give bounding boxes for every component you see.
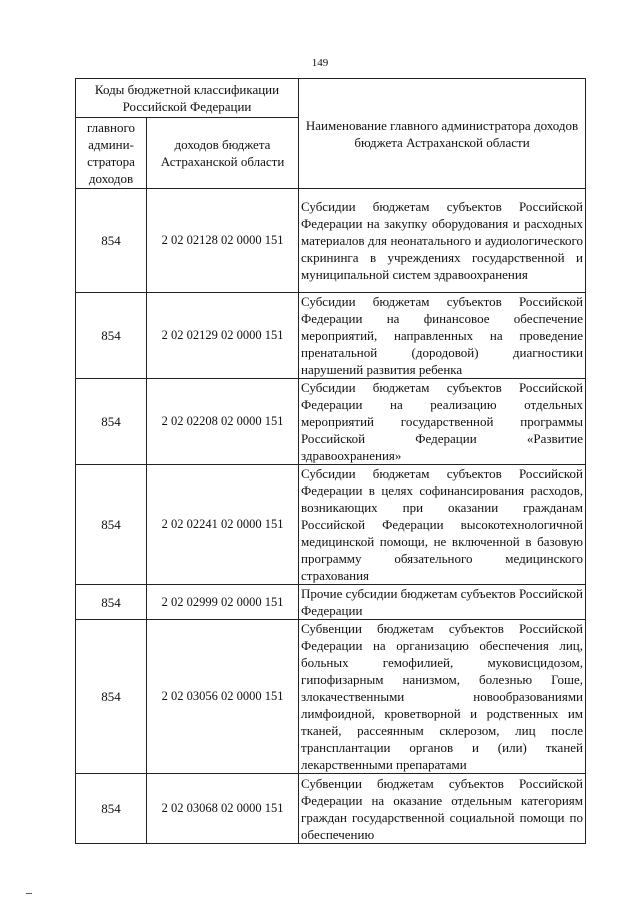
table-row [76,189,586,293]
admin-code-cell: 854 [76,585,147,620]
income-code-cell: 2 02 03068 02 0000 151 [147,774,299,844]
admin-code-cell: 854 [76,379,147,465]
income-code-cell: 2 02 02129 02 0000 151 [147,293,299,379]
admin-code-cell: 854 [76,189,147,293]
table-body [76,189,586,844]
admin-code-cell: 854 [76,293,147,379]
income-code-cell: 2 02 02128 02 0000 151 [147,189,299,293]
administrator-name-cell: Субсидии бюджетам субъектов Российской Федерации на закупку оборудования и расходных материалов для неонатального и аудиологического скрининга в учреждениях государственной и муниципальной систем здравоохранения [299,189,586,293]
table-row [76,620,586,774]
header-main-administrator: главного админи-стратора доходов [76,118,147,189]
header-income-code: доходов бюджета Астраханской области [147,118,299,189]
income-code-cell: 2 02 02208 02 0000 151 [147,379,299,465]
header-administrator-name: Наименование главного администратора доходов бюджета Астраханской области [299,79,586,189]
income-code-cell: 2 02 02241 02 0000 151 [147,465,299,585]
table-row [76,585,586,620]
table-row [76,379,586,465]
admin-code-cell: 854 [76,774,147,844]
budget-classification-table [75,78,586,844]
administrator-name-cell: Субсидии бюджетам субъектов Российской Федерации в целях софинансирования расходов, возникающих при оказании гражданам Российской Федерации высокотехнологичной медицинской помощи, не включенной в базовую программу обязательного медицинского страхования [299,465,586,585]
admin-code-cell: 854 [76,620,147,774]
income-code-cell: 2 02 02999 02 0000 151 [147,585,299,620]
administrator-name-cell: Прочие субсидии бюджетам субъектов Российской Федерации [299,585,586,620]
administrator-name-cell: Субвенции бюджетам субъектов Российской Федерации на оказание отдельным категориям граждан государственной социальной помощи по обеспечению [299,774,586,844]
table-row [76,293,586,379]
page-number: 149 [311,57,329,69]
administrator-name-cell: Субвенции бюджетам субъектов Российской Федерации на организацию обеспечения лиц, больных гемофилией, муковисцидозом, гипофизарным нанизмом, болезнью Гоше, злокачественными новообразованиями лимфоидной, кроветворной и родственных им тканей, рассеянным склерозом, лиц после трансплантации органов и (или) тканей лекарственными препаратами [299,620,586,774]
table-row [76,774,586,844]
income-code-cell: 2 02 03056 02 0000 151 [147,620,299,774]
admin-code-cell: 854 [76,465,147,585]
administrator-name-cell: Субсидии бюджетам субъектов Российской Федерации на финансовое обеспечение мероприятий, направленных на проведение пренатальной (дородовой) диагностики нарушений развития ребенка [299,293,586,379]
table-row [76,465,586,585]
administrator-name-cell: Субсидии бюджетам субъектов Российской Федерации на реализацию отдельных мероприятий государственной программы Российской Федерации «Развитие здравоохранения» [299,379,586,465]
header-classification-codes: Коды бюджетной классификации Российской Федерации [76,79,299,118]
table-header-row [76,79,586,118]
scan-mark [26,893,32,897]
